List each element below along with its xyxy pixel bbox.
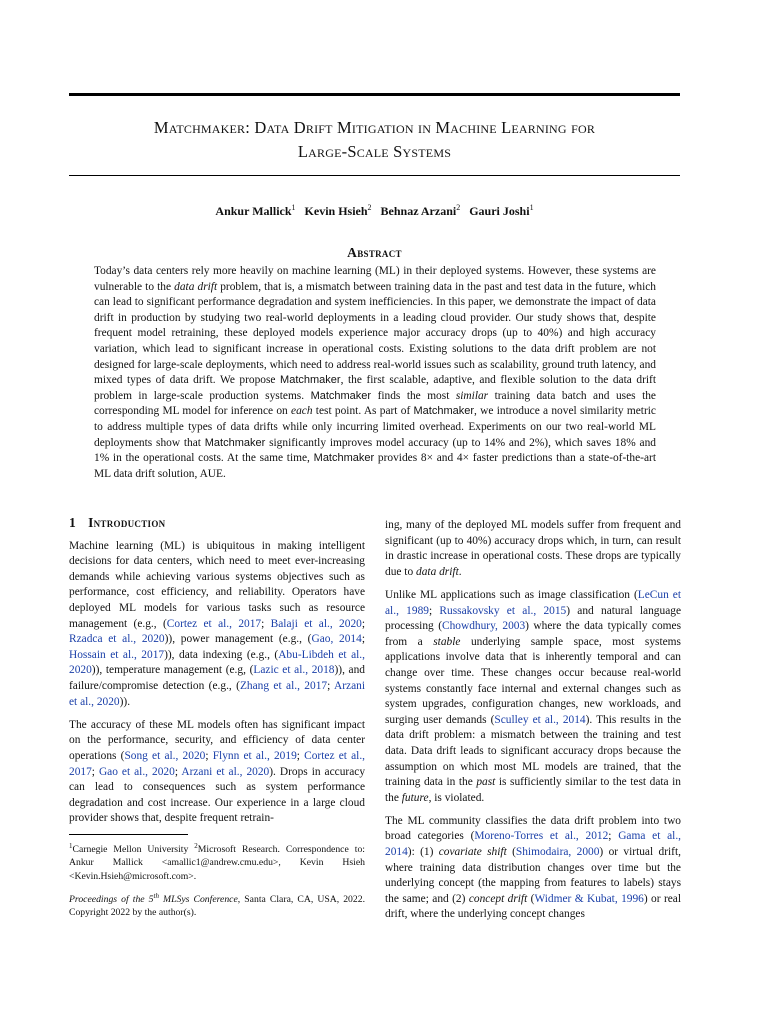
citation-link[interactable]: Hossain et al., 2017 [69, 648, 165, 661]
paragraph: The accuracy of these ML models often has significant impact on the performance, security, and efficiency of data center operations (Song et al., 2020; Flynn et al., 2019; Cortez et al., 2017; Gao et al., 2020; Arzani et al., 2020). Drops in accuracy can lead to consequences such as system performance degradation and cost increase. Our experience in a large cloud provider shows that, despite frequent retrain- [69, 718, 366, 825]
citation-link[interactable]: Shimodaira, 2000 [515, 846, 600, 859]
paragraph: Machine learning (ML) is ubiquitous in making intelligent decisions for data centers, which need to meet ever-increasing demands while achieving various systems objectives such as performance, cost efficiency, and reliability. Operators have deployed ML models for various tasks such as resource management (e.g., (Cortez et al., 2017; Balaji et al., 2020; Rzadca et al., 2020)), power management (e.g., (Gao, 2014; Hossain et al., 2017)), data indexing (e.g., (Abu-Libdeh et al., 2020)), temperature management (e.g, (Lazic et al., 2018)), and failure/compromise detection (e.g., (Zhang et al., 2017; Arzani et al., 2020)). [69, 539, 366, 708]
citation-link[interactable]: Song et al., 2020 [124, 749, 206, 762]
paragraph: Unlike ML applications such as image classification (LeCun et al., 1989; Russakovsky et al., 2015) and natural language processing (Chowdhury, 2003) where the data typically comes from a stable underlying sample space, most systems applications involve data that is inherently temporal and can change over time. These changes occur because real-world systems constantly face internal and external changes such as system upgrades, configuration changes, new workloads, and surging user demands (Sculley et al., 2014). This results in the data drift problem: a mismatch between the training and test data. Data drift leads to significant accuracy drops because the assumption on which most ML models are trained, that the training data in the past is sufficiently similar to the test data in the future, is violated. [385, 588, 682, 804]
citation-link[interactable]: Arzani et al., 2020 [69, 679, 366, 708]
abstract-body: Today’s data centers rely more heavily on machine learning (ML) in their deployed systems. However, these systems are vulnerable to the data drift problem, that is, a mismatch between training data in the past and test data in the future, which can lead to significant performance degradation and system inefficiencies. In this paper, we demonstrate the impact of data drift in production by studying two real-world deployments in a leading cloud provider. Our study shows that, despite frequent model retraining, these deployed models experience major accuracy drops (up to 40%) and high accuracy variation, which lead to significant increase in operational costs. Existing solutions to the data drift problem are not designed for large-scale deployments, which need to address real-world issues such as scalability, ground truth latency, and mixed types of data drift. We propose Matchmaker, the first scalable, adaptive, and flexible solution to the data drift problem in large-scale production systems. Matchmaker finds the most similar training data batch and uses the corresponding ML model for inference on each test point. As part of Matchmaker, we introduce a novel similarity metric to address multiple types of data drifts while only incurring limited overhead. Experiments on our two real-world ML deployments show that Matchmaker significantly improves model accuracy (up to 14% and 2%), which saves 18% and 1% in the operational costs. At the same time, Matchmaker provides 8× and 4× faster predictions than a state-of-the-art ML data drift solution, AUE. [94, 265, 656, 480]
citation-link[interactable]: Chowdhury, 2003 [442, 620, 526, 633]
citation-link[interactable]: Balaji et al., 2020 [270, 617, 362, 630]
title-line-1: Matchmaker: Data Drift Mitigation in Machine Learning for [153, 118, 596, 137]
citation-link[interactable]: Sculley et al., 2014 [494, 713, 586, 726]
author-list [69, 203, 680, 219]
citation-link[interactable]: LeCun et al., 1989 [385, 588, 681, 617]
citation-link[interactable]: Cortez et al., 2017 [69, 749, 366, 778]
citation-link[interactable]: Gao et al., 2020 [98, 765, 175, 778]
affiliation-mark: 2 [456, 203, 461, 212]
author: Ankur Mallick [215, 204, 292, 218]
citation-link[interactable]: Rzadca et al., 2020 [69, 633, 165, 646]
system-name: Matchmaker [313, 452, 375, 465]
citation-link[interactable]: Cortez et al., 2017 [166, 617, 262, 630]
citation-link[interactable]: Gao, 2014 [311, 633, 362, 646]
citation-link[interactable]: Lazic et al., 2018 [253, 664, 335, 677]
system-name: Matchmaker [204, 436, 266, 449]
footnote-rule [69, 834, 188, 835]
affiliation-mark: 1 [529, 203, 534, 212]
system-name: Matchmaker [413, 405, 475, 418]
citation-link[interactable]: Flynn et al., 2019 [212, 749, 297, 762]
system-name: Matchmaker [310, 389, 372, 402]
author: Kevin Hsieh [304, 204, 368, 218]
affiliation-mark: 2 [367, 203, 372, 212]
right-column [385, 518, 681, 931]
citation-link[interactable]: Arzani et al., 2020 [181, 765, 270, 778]
author: Behnaz Arzani [380, 204, 457, 218]
citation-link[interactable]: Abu-Libdeh et al., 2020 [69, 648, 365, 677]
top-rule [69, 93, 680, 96]
title-line-2: Large-Scale Systems [297, 142, 452, 161]
citation-link[interactable]: Zhang et al., 2017 [239, 679, 328, 692]
citation-link[interactable]: Moreno-Torres et al., 2012 [474, 830, 609, 843]
citation-link[interactable]: Gama et al., 2014 [385, 830, 682, 859]
proceedings-footnote: Proceedings of the 5th MLSys Conference, Santa Clara, CA, USA, 2022. Copyright 2022 by the author(s). [69, 892, 366, 919]
system-name: Matchmaker [280, 374, 341, 387]
author: Gauri Joshi [469, 204, 530, 218]
paragraph: The ML community classifies the data drift problem into two broad categories (Moreno-Torres et al., 2012; Gama et al., 2014): (1) covariate shift (Shimodaira, 2000) or virtual drift, where training data distribution changes over time but the underlying concept (the mapping from features to labels) stays the same; and (2) concept drift (Widmer & Kubat, 1996) or real drift, where the underlying concept changes [385, 814, 682, 921]
citation-link[interactable]: Widmer & Kubat, 1996 [534, 892, 644, 905]
section-heading: 1 Introduction [69, 515, 166, 530]
abstract-heading: Abstract [347, 245, 402, 260]
paragraph: ing, many of the deployed ML models suffer from frequent and significant (up to 40%) accuracy drops which, in turn, can result in drastic increase in operational costs. These drops are typically due to data drift. [385, 519, 681, 578]
paper-title [69, 116, 680, 164]
title-bottom-rule [69, 175, 680, 176]
left-column [69, 515, 365, 834]
affiliation-mark: 1 [291, 203, 296, 212]
citation-link[interactable]: Russakovsky et al., 2015 [439, 604, 567, 617]
affiliation-footnote: $^1$Carnegie Mellon University $^2$Microsoft Research. Correspondence to: Ankur Mallick <amallic1@andrew.cmu.edu>, Kevin Hsieh <Kevin.Hsieh@microsoft.com>. [69, 842, 365, 882]
